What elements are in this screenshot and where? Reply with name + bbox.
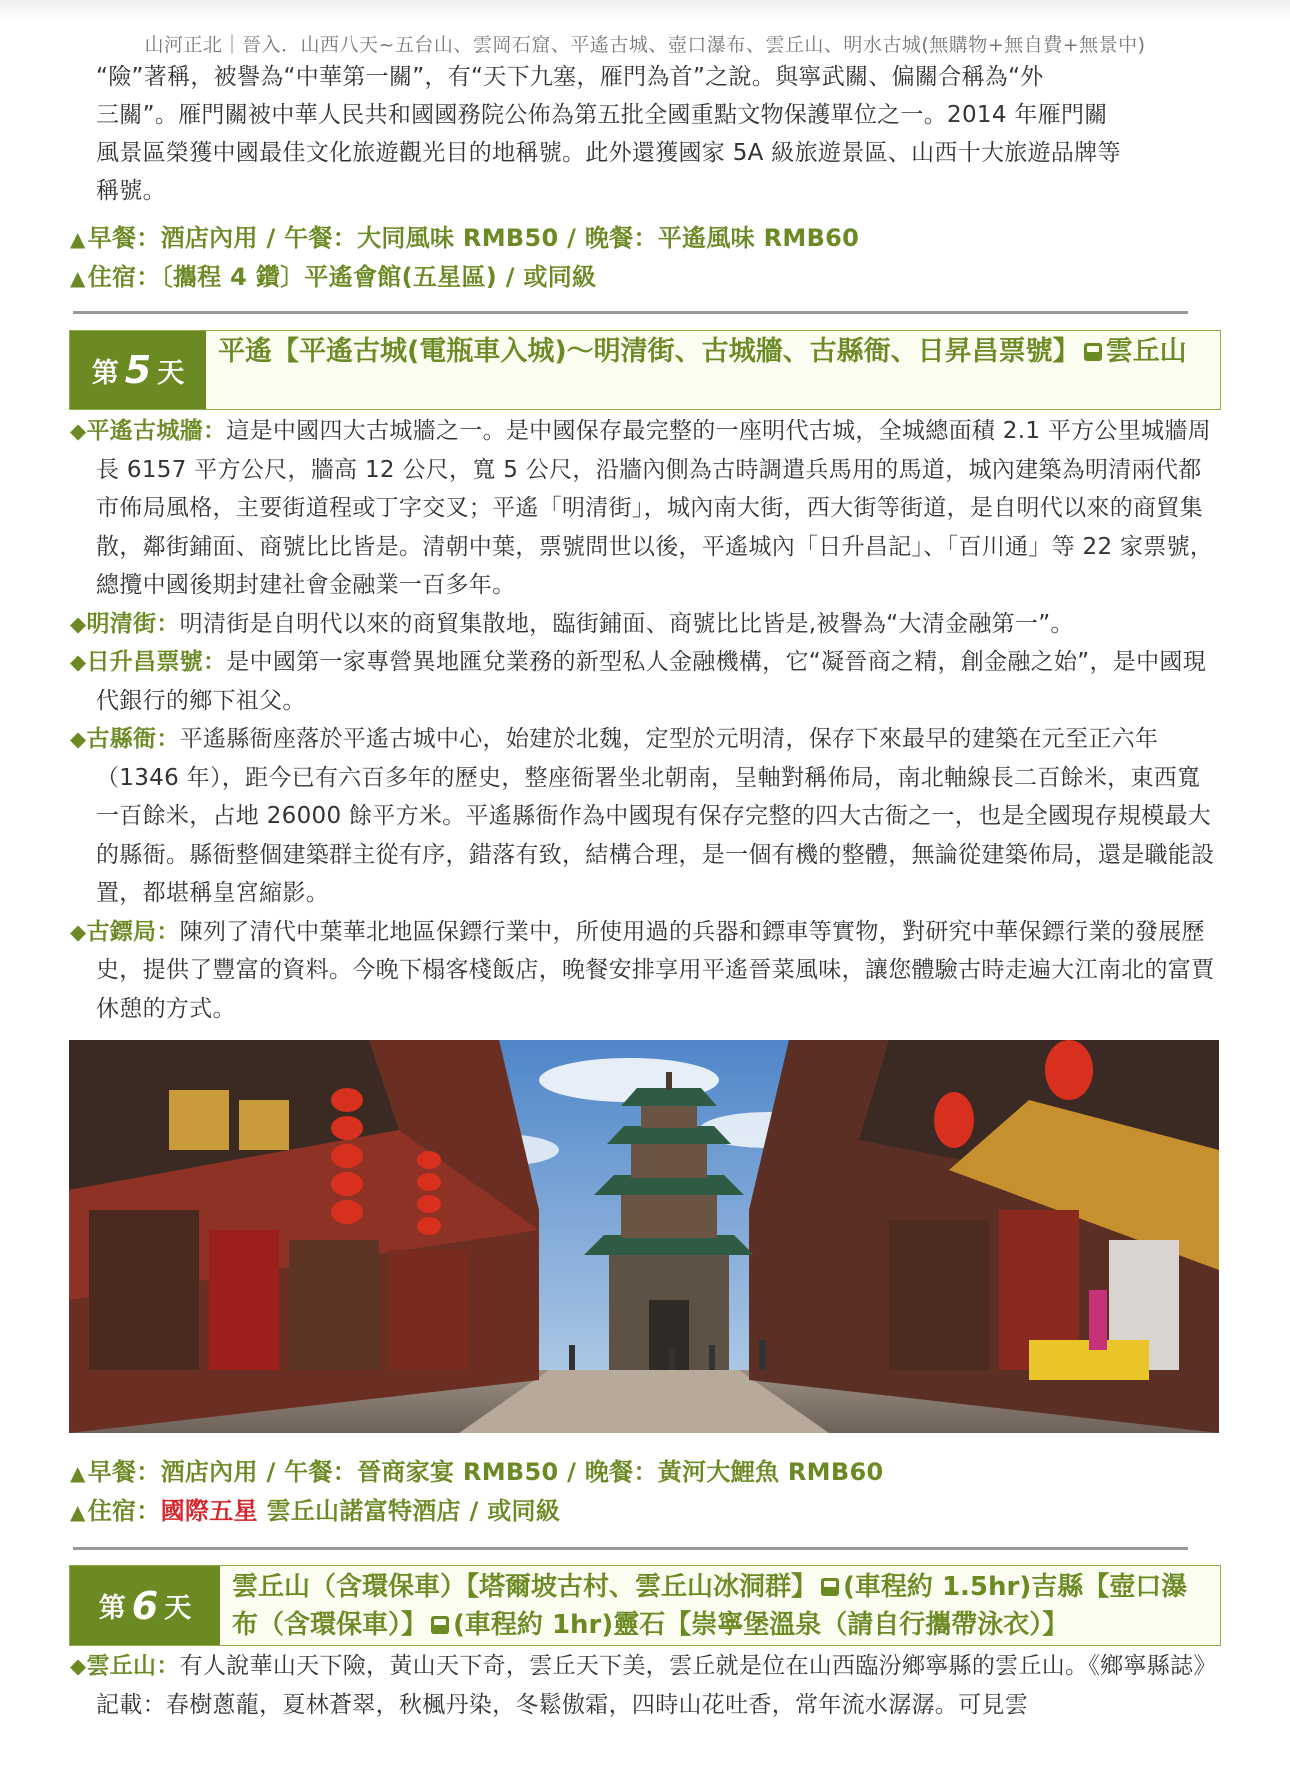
day5-title xyxy=(206,331,1220,409)
day4-meal-text: 早餐：酒店內用 / 午餐：大同風味 RMB50 / 晚餐：平遙風味 RMB60 xyxy=(87,224,860,252)
day6-badge xyxy=(70,1566,220,1645)
intro-line: “險”著稱，被譽為“中華第一關”，有“天下九塞，雁門為首”之說。與寧武關、偏關合稱為“外 xyxy=(96,64,1044,90)
intro-line: 三關”。雁門關被中華人民共和國國務院公佈為第五批全國重點文物保護單位之一。2014 年雁門關 xyxy=(96,102,1108,128)
day4-stay-text: 住宿：〔攜程 4 鑽〕平遙會館(五星區) / 或同級 xyxy=(87,263,597,291)
diamond-bullet-icon: ◆ xyxy=(70,1654,87,1678)
diamond-bullet-icon: ◆ xyxy=(70,419,87,443)
pingyao-street-photo xyxy=(69,1040,1219,1433)
diamond-bullet-icon: ◆ xyxy=(70,611,87,636)
attraction-title: 平遙古城牆： xyxy=(86,418,227,444)
attraction-title: 古鏢局： xyxy=(86,918,180,945)
day-label-prefix: 第 xyxy=(91,357,119,389)
day5-meal-text: 早餐：酒店內用 / 午餐：晉商家宴 RMB50 / 晚餐：黃河大鯉魚 RMB60 xyxy=(87,1458,884,1486)
day-label-prefix: 第 xyxy=(98,1593,126,1624)
top-shadow-bar xyxy=(0,0,1290,22)
attraction-text: 平遙縣衙座落於平遙古城中心，始建於北魏，定型於元明清，保存下來最早的建築在元至正六年（1346 年），距今已有六百多年的歷史，整座衙署坐北朝南，呈軸對稱佈局，南北軸線長二百餘米，東西寬一百餘米，占地 26000 餘平方米。平遙縣衙作為中國現有保存完整的四大古衙之一，也是全國現存規模最大的縣衙。縣衙整個建築群主從有序，錯落有致，結構合理，是一個有機的整體，無論從建築佈局，還是職能設置，都堪稱皇宮縮影。 xyxy=(96,726,1215,906)
attraction-item xyxy=(70,605,1220,644)
attraction-title: 明清街： xyxy=(86,610,180,637)
attraction-text: 明清街是自明代以來的商貿集散地，臨街鋪面、商號比比皆是,被譽為“大清金融第一”。 xyxy=(179,610,1074,637)
attraction-text: 這是中國四大古城牆之一。是中國保存最完整的一座明代古城，全城總面積 2.1 平方公里城牆周長 6157 平方公尺，牆高 12 公尺，寬 5 公尺，沿牆內側為古時調遣兵馬用的馬道，城內建築為明清兩代都市佈局風格，主要街道程或丁字交叉；平遙「明清街」，城內南大街，西大街等街道，是自明代以來的商貿集散，鄰街鋪面、商號比比皆是。清朝中葉，票號問世以後，平遙城內「日升昌記」、「百川通」等 22 家票號，總攬中國後期封建社會金融業一百多年。 xyxy=(96,418,1214,598)
page-header: 山河正北｜晉入．山西八天~五台山、雲岡石窟、平遙古城、壺口瀑布、雲丘山、明水古城(無購物+無自費+無景中) xyxy=(144,34,1146,56)
triangle-bullet-icon: ▲ xyxy=(70,266,86,290)
intro-line: 稱號。 xyxy=(96,178,166,204)
diamond-bullet-icon: ◆ xyxy=(70,650,87,674)
attraction-title: 日升昌票號： xyxy=(86,649,227,675)
day6-header xyxy=(69,1565,1221,1646)
day-label-suffix: 天 xyxy=(157,357,185,389)
day5-header xyxy=(69,330,1221,410)
day6-title-part-a: 雲丘山（含環保車）【塔爾坡古村、雲丘山冰洞群】 xyxy=(232,1572,818,1602)
diamond-bullet-icon: ◆ xyxy=(70,727,87,751)
day4-stay xyxy=(70,257,596,292)
triangle-bullet-icon: ▲ xyxy=(70,1461,86,1485)
day-number: 5 xyxy=(124,348,152,392)
day4-meal xyxy=(70,218,859,253)
photo-illustration xyxy=(69,1040,1219,1433)
day6-title xyxy=(220,1566,1220,1645)
day6-title-part-b: (車程約 1.5hr)吉縣【壺口瀑布（含環保車）】 xyxy=(232,1572,1188,1640)
day-label-suffix: 天 xyxy=(164,1593,192,1624)
attraction-text: 有人說華山天下險，黃山天下奇，雲丘天下美，雲丘就是位在山西臨汾鄉寧縣的雲丘山。《鄉寧縣誌》記載：春樹蔥蘢，夏林蒼翠，秋楓丹染，冬鬆傲霜，四時山花吐香，常年流水潺潺。可見雲 xyxy=(96,1653,1217,1718)
day5-meal xyxy=(70,1452,883,1487)
day6-attractions xyxy=(70,1647,1220,1724)
section-divider xyxy=(73,311,1188,314)
attraction-item xyxy=(70,643,1220,720)
day5-title-part2: 雲丘山 xyxy=(1105,336,1187,367)
section-divider xyxy=(73,1547,1188,1550)
triangle-bullet-icon: ▲ xyxy=(70,1500,86,1524)
attraction-text: 是中國第一家專營異地匯兌業務的新型私人金融機構，它“凝晉商之精，創金融之始”，是中國現代銀行的鄉下祖父。 xyxy=(96,649,1206,714)
attraction-title: 古縣衙： xyxy=(86,726,180,752)
day-number: 6 xyxy=(131,1583,159,1628)
bus-icon xyxy=(431,1616,449,1634)
attraction-item xyxy=(70,412,1220,605)
attraction-item xyxy=(70,720,1220,913)
bus-icon xyxy=(1084,343,1102,361)
day5-badge xyxy=(70,331,206,409)
attraction-item xyxy=(70,1647,1220,1724)
day5-attractions xyxy=(70,412,1220,1028)
day5-title-part1: 平遙【平遙古城(電瓶車入城)～明清街、古城牆、古縣衙、日昇昌票號】 xyxy=(218,336,1080,367)
attraction-text: 陳列了清代中葉華北地區保鏢行業中，所使用過的兵器和鏢車等實物，對研究中華保鏢行業的發展歷史，提供了豐富的資料。今晚下榻客棧飯店，晚餐安排享用平遙晉菜風味，讓您體驗古時走遍大江南北的富賈休憩的方式。 xyxy=(96,918,1215,1022)
triangle-bullet-icon: ▲ xyxy=(70,227,86,251)
day5-stay-prefix: 住宿： xyxy=(87,1497,161,1525)
day6-title-part-c: (車程約 1hr)靈石【崇寧堡溫泉（請自行攜帶泳衣）】 xyxy=(453,1610,1069,1640)
intro-line: 風景區榮獲中國最佳文化旅遊觀光目的地稱號。此外還獲國家 5A 級旅遊景區、山西十大旅遊品牌等 xyxy=(96,140,1121,166)
day5-stay-rest: 雲丘山諾富特酒店 / 或同級 xyxy=(257,1497,561,1525)
attraction-item xyxy=(70,913,1220,1029)
day5-stay-highlight: 國際五星 xyxy=(160,1497,258,1525)
attraction-title: 雲丘山： xyxy=(86,1653,180,1679)
diamond-bullet-icon: ◆ xyxy=(70,919,87,944)
day5-stay xyxy=(70,1491,560,1526)
bus-icon xyxy=(821,1578,839,1596)
